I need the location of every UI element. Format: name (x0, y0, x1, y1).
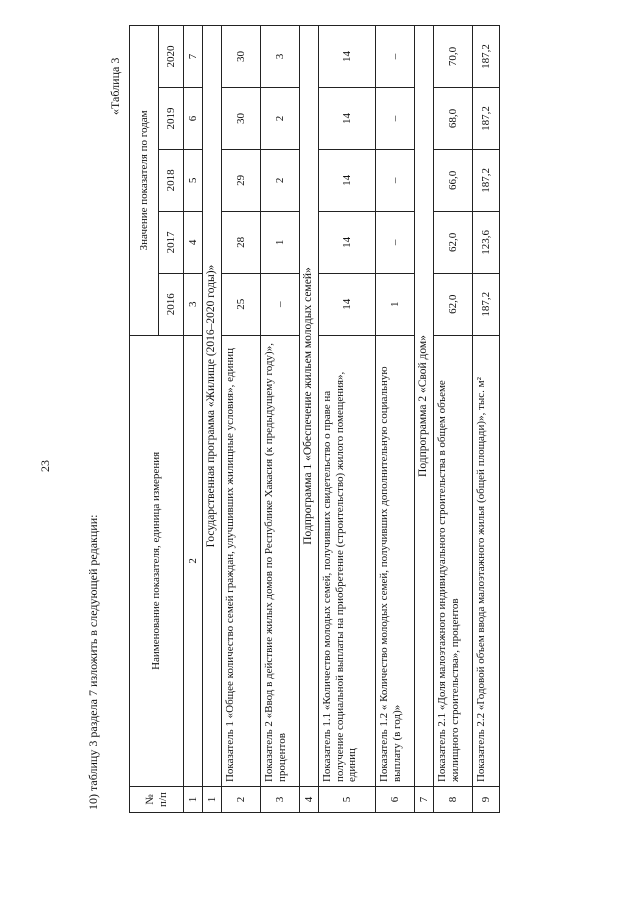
table-row (376, 26, 415, 813)
value-2019: 2 (261, 87, 300, 149)
index-cell: 2 (184, 335, 203, 786)
value-2020: 187,2 (473, 26, 500, 88)
value-2020: 3 (261, 26, 300, 88)
row-number: 3 (261, 787, 300, 813)
section-title: Государственная программа «Жилище (2016–2020 годы)» (203, 26, 222, 787)
section-row (415, 26, 434, 813)
year-2017: 2017 (159, 211, 184, 273)
value-2016: 62,0 (434, 273, 473, 335)
value-2017: 1 (261, 211, 300, 273)
table-caption: «Таблица 3 (108, 57, 122, 115)
value-2017: 62,0 (434, 211, 473, 273)
table-row (222, 26, 261, 813)
section-title: Подпрограмма 1 «Обеспечение жильем молодых семей» (300, 26, 319, 787)
section-row (300, 26, 319, 813)
intro-text: 10) таблицу 3 раздела 7 изложить в следующей редакции: (86, 514, 100, 810)
value-2019: 187,2 (473, 87, 500, 149)
value-2018: 66,0 (434, 149, 473, 211)
year-2019: 2019 (159, 87, 184, 149)
value-2018: 187,2 (473, 149, 500, 211)
indicator-name: Показатель 2.1 «Доля малоэтажного индивидуального строительства в общем объеме жилищного строительства», процентов (434, 335, 473, 786)
row-number: 9 (473, 787, 500, 813)
year-2018: 2018 (159, 149, 184, 211)
index-cell: 3 (184, 273, 203, 335)
indicator-name: Показатель 2.2 «Годовой объем ввода малоэтажного жилья (общей площади)», тыс. м² (473, 335, 500, 786)
section-title: Подпрограмма 2 «Свой дом» (415, 26, 434, 787)
table-row (261, 26, 300, 813)
value-2020: 70,0 (434, 26, 473, 88)
value-2019: 30 (222, 87, 261, 149)
row-number: 1 (203, 787, 222, 813)
indicator-name: Показатель 1 «Общее количество семей граждан, улучшивших жилищные условия», единиц (222, 335, 261, 786)
page-number: 23 (38, 460, 52, 472)
value-2016: – (261, 273, 300, 335)
value-2018: 14 (319, 149, 376, 211)
row-number: 8 (434, 787, 473, 813)
value-2020: – (376, 26, 415, 88)
value-2019: 68,0 (434, 87, 473, 149)
value-2019: 14 (319, 87, 376, 149)
value-2018: – (376, 149, 415, 211)
table-row (319, 26, 376, 813)
index-cell: 4 (184, 211, 203, 273)
value-2017: 123,6 (473, 211, 500, 273)
index-cell: 7 (184, 26, 203, 88)
row-number: 7 (415, 787, 434, 813)
indicator-name: Показатель 1.1 «Количество молодых семей, получивших свидетельство о праве на получение социальной выплаты на приобретение (строительство) жилого помещения», единиц (319, 335, 376, 786)
year-2020: 2020 (159, 26, 184, 88)
index-cell: 6 (184, 87, 203, 149)
value-2016: 14 (319, 273, 376, 335)
index-cell: 5 (184, 149, 203, 211)
row-number: 4 (300, 787, 319, 813)
value-2020: 14 (319, 26, 376, 88)
section-row (203, 26, 222, 813)
index-cell: 1 (184, 787, 203, 813)
value-2019: – (376, 87, 415, 149)
value-2017: 28 (222, 211, 261, 273)
value-2016: 1 (376, 273, 415, 335)
index-row (184, 26, 203, 813)
value-2018: 29 (222, 149, 261, 211)
row-number: 5 (319, 787, 376, 813)
indicators-table (129, 25, 500, 813)
table-row (434, 26, 473, 813)
value-2017: 14 (319, 211, 376, 273)
header-values: Значение показателя по годам (130, 26, 159, 336)
value-2016: 25 (222, 273, 261, 335)
row-number: 2 (222, 787, 261, 813)
header-name: Наименование показателя, единица измерения (130, 335, 184, 786)
header-row (130, 26, 159, 813)
value-2017: – (376, 211, 415, 273)
row-number: 6 (376, 787, 415, 813)
value-2020: 30 (222, 26, 261, 88)
value-2018: 2 (261, 149, 300, 211)
table-row (473, 26, 500, 813)
indicator-name: Показатель 1.2 « Количество молодых семей, получивших дополнительную социальную выплату (в год)» (376, 335, 415, 786)
year-2016: 2016 (159, 273, 184, 335)
value-2016: 187,2 (473, 273, 500, 335)
header-no: № п/п (130, 787, 184, 813)
indicator-name: Показатель 2 «Ввод в действие жилых домов по Республике Хакасия (к предыдущему году)», процентов (261, 335, 300, 786)
